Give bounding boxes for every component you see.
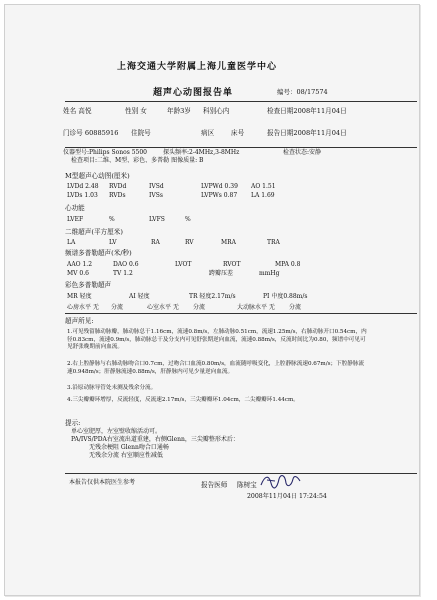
mmode-value: IVSd <box>149 183 164 190</box>
hospital-name: 上海交通大学附属上海儿童医学中心 <box>117 62 278 72</box>
patient-dept: 科别心内 <box>203 107 230 115</box>
doppler-value: LVOT <box>175 261 192 268</box>
signature-image <box>259 471 303 491</box>
mmode-value: AO 1.51 <box>251 183 276 190</box>
twod-value: LA <box>67 239 76 246</box>
function-value: LVFS <box>149 216 165 223</box>
doppler-value: 跨瓣压差 <box>209 270 234 277</box>
exam-date: 检查日期2008年11月04日 <box>267 107 347 115</box>
exam-state: 检查状态:安静 <box>283 149 322 156</box>
finding-paragraph: 2.右上腔静脉与右肺动脉吻合口0.7cm，过吻合口血流0.80m/s，血流随呼吸变化，上腔静脉流速0.67m/s；下腔静脉流速0.948m/s；肝静脉流速0.88m/s，肝静脉内可见少量逆向血流。 <box>67 361 365 375</box>
color-value: TR 轻度2.17m/s <box>189 293 236 300</box>
twod-value: TRA <box>267 239 280 246</box>
doppler-value: RVOT <box>223 261 241 268</box>
hint-line: 单心室肥厚，左室壁收缩活动可。 <box>71 428 162 435</box>
color-value: PI 中度0.88m/s <box>263 293 308 300</box>
twod-title: 二维超声(平方厘米) <box>65 228 123 236</box>
probe-frequency: 探头频率:2-4MHz,3-8MHz <box>163 149 240 156</box>
bed: 床号 <box>231 129 245 137</box>
twod-value: RA <box>151 239 160 246</box>
color-value: 心室水平 无 <box>147 304 179 311</box>
patient-name: 姓名 高悦 <box>63 107 92 115</box>
color-value: 分流 <box>193 304 206 311</box>
report-datetime: 2008年11月04日 17:24:54 <box>247 493 327 500</box>
mmode-value: LA 1.69 <box>251 192 275 199</box>
doppler-value: mmHg <box>259 270 280 277</box>
finding-paragraph: 1.可见残留肺动脉瓣，肺动脉总干1.16cm，流速0.8m/s，左肺动脉0.51cm，流速1.25m/s，右肺动脉开口0.54cm，内径0.83cm，流速0.9m/s，肺动脉总干及分支内可见舒张期逆向血流，流速0.88m/s，反流时间比为0.80，频谱中可见可见舒张晚期前向血流。 <box>67 329 367 351</box>
function-value: LVEF <box>67 216 84 223</box>
color-value: MR 轻度 <box>67 293 92 300</box>
findings-title: 超声所见: <box>65 317 94 325</box>
mmode-value: RVDd <box>109 183 127 190</box>
ward: 病区 <box>201 129 215 137</box>
doctor-name: 陈树宝 <box>237 481 257 489</box>
twod-value: LV <box>109 239 117 246</box>
mmode-value: IVSs <box>149 192 163 199</box>
mmode-value: RVDs <box>109 192 126 199</box>
doppler-value: MPA 0.8 <box>275 261 301 268</box>
doppler-value: MV 0.6 <box>67 270 89 277</box>
report-number: 编号：08/17574 <box>277 88 328 96</box>
report-date: 报告日期2008年11月04日 <box>267 129 347 137</box>
mmode-value: LVDd 2.48 <box>67 183 99 190</box>
color-value: 分流 <box>111 304 124 311</box>
hint-line: 无残余分流 右室顺应性减低 <box>89 452 163 459</box>
patient-age: 年龄3岁 <box>167 107 191 115</box>
function-value: % <box>109 216 115 223</box>
mmode-value: LVPWd 0.39 <box>201 183 238 190</box>
doppler-title: 频谱多普勒超声(米/秒) <box>65 249 132 257</box>
clinic-number: 门诊号 60885916 <box>63 129 119 137</box>
mmode-title: M型超声心动图(厘米) <box>65 172 130 180</box>
twod-value: RV <box>185 239 194 246</box>
color-value: AI 轻度 <box>129 293 150 300</box>
function-title: 心功能 <box>65 204 85 212</box>
twod-value: MRA <box>221 239 236 246</box>
color-doppler-title: 彩色多普勒超声 <box>65 281 112 289</box>
color-value: 心房水平 无 <box>67 304 99 311</box>
patient-sex: 性别 女 <box>125 107 147 115</box>
color-value: 分流 <box>289 304 302 311</box>
finding-paragraph: 3.沿原动脉导管处未测及残余分流。 <box>67 385 157 391</box>
finding-paragraph: 4.三尖瓣瓣环增厚，反流轻度，反流速2.17m/s，三尖瓣瓣环1.04cm，二尖瓣瓣环1.44cm。 <box>67 397 299 403</box>
exam-items: 检查项目:二维、M型、彩色、多普勒 图像质量: B <box>71 157 204 164</box>
doppler-value: TV 1.2 <box>113 270 133 277</box>
disclaimer-note: 本报告仅供本院医生参考 <box>69 479 136 486</box>
doctor-label: 报告医师 <box>201 481 228 489</box>
hint-line: 无残余梗阻 Glenn吻合口通畅 <box>89 444 169 451</box>
hint-title: 提示: <box>65 419 81 427</box>
device-model: 仪器型号:Philips Sonos 5500 <box>63 149 147 156</box>
report-page <box>4 4 420 596</box>
doppler-value: DAO 0.6 <box>113 261 139 268</box>
report-title: 超声心动图报告单 <box>153 88 234 98</box>
hint-line: PA/IVS/PDA右室流出道重建，右侧Glenn，三尖瓣整形术后： <box>71 436 239 443</box>
mmode-value: LVPWs 0.87 <box>201 192 238 199</box>
function-value: % <box>185 216 191 223</box>
mmode-value: LVDs 1.03 <box>67 192 98 199</box>
inpatient-number: 住院号 <box>131 129 151 137</box>
doppler-value: AAO 1.2 <box>67 261 93 268</box>
color-value: 大动脉水平 无 <box>237 304 275 311</box>
